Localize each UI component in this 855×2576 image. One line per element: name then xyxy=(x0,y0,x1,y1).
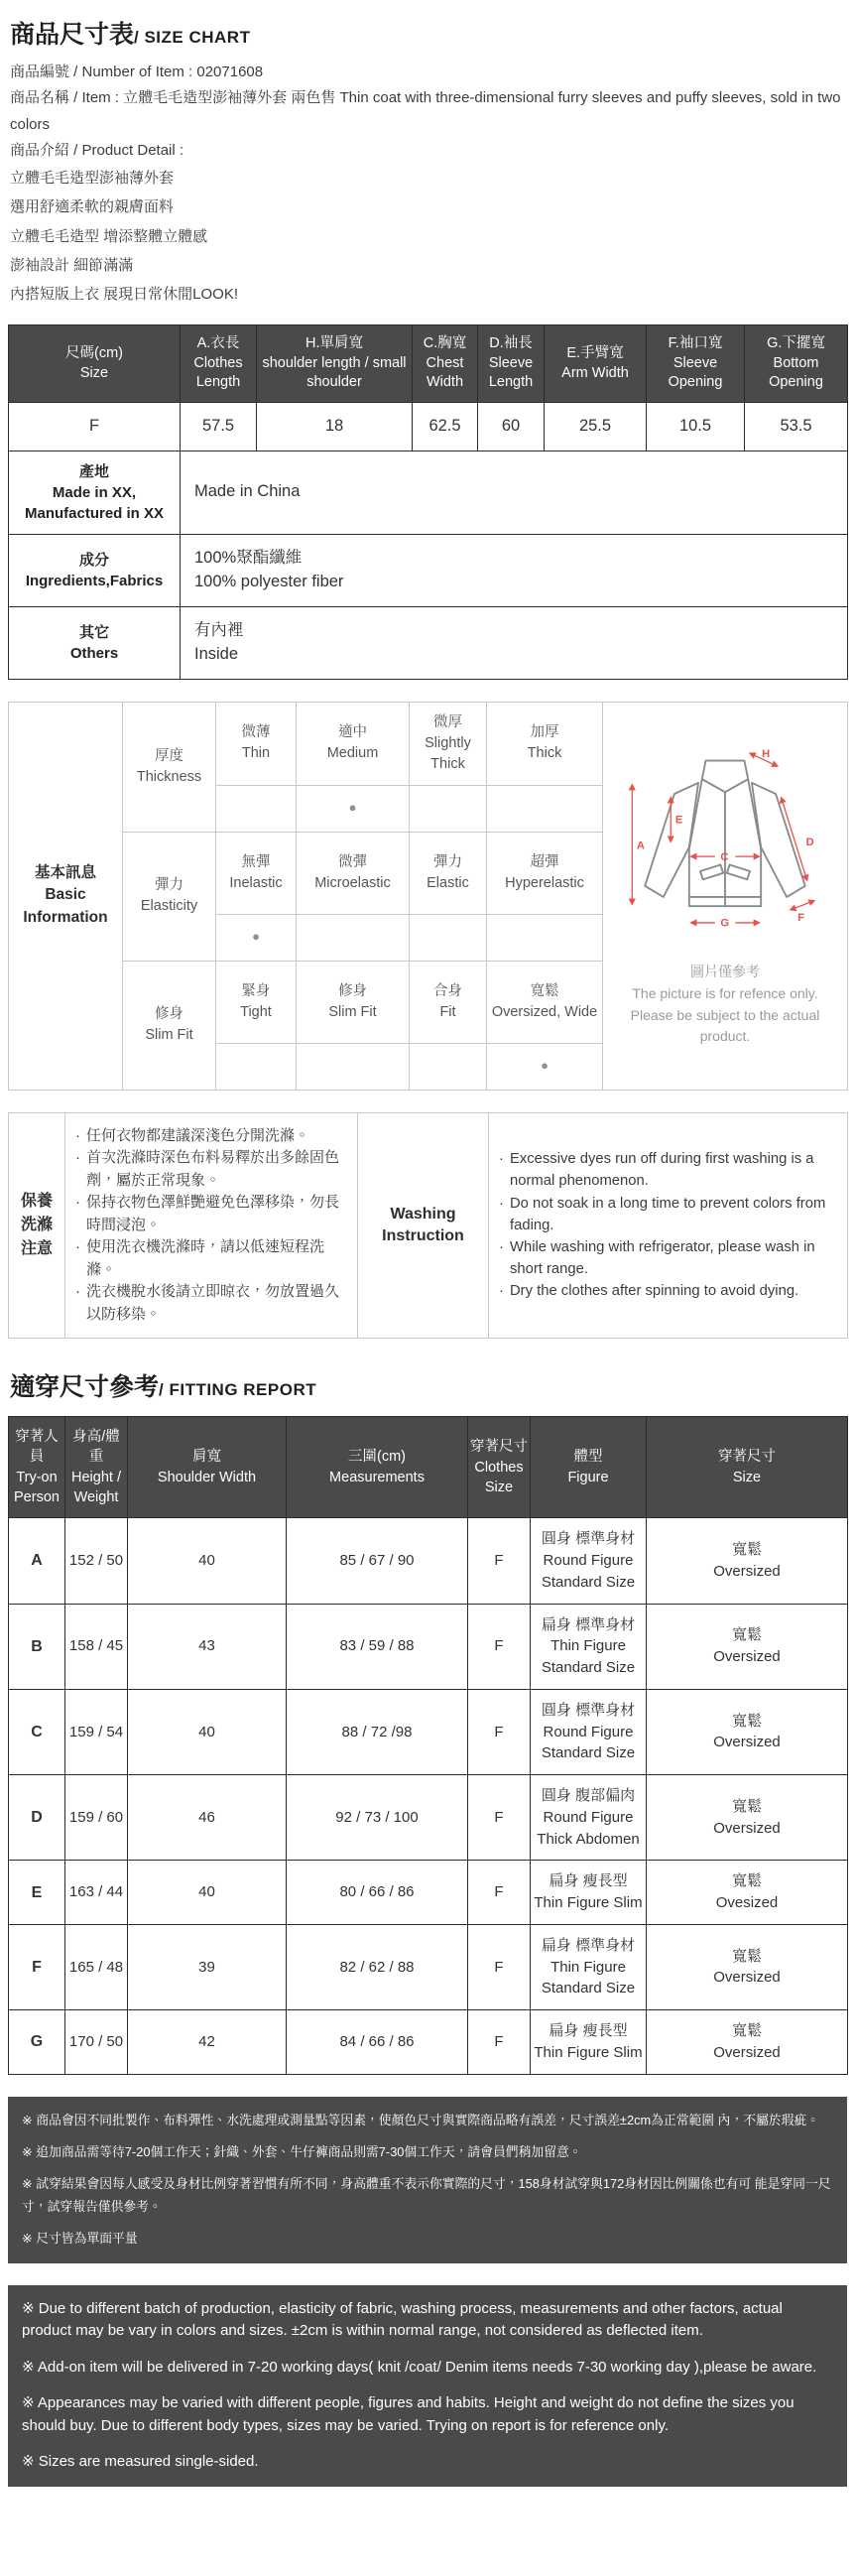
fitting-row: C 159 / 54 40 88 / 72 /98 F 圓身 標準身材 Round Figure Standard Size 寬鬆 Oversized xyxy=(9,1689,848,1774)
others-label: 其它 Others xyxy=(9,606,181,679)
origin-value: Made in China xyxy=(181,451,848,534)
fit-option: 緊身 Tight xyxy=(216,961,297,1043)
selected-dot-cell xyxy=(410,914,487,961)
fit-option: 寬鬆 Oversized, Wide xyxy=(487,961,603,1043)
dim-label-c: C xyxy=(720,851,729,864)
elasticity-option: 超彈 Hyperelastic xyxy=(487,832,603,914)
selected-dot-cell xyxy=(297,1043,410,1090)
selected-dot-cell: ● xyxy=(216,914,297,961)
size-table-header-cell: H.單肩寬 shoulder length / small shoulder xyxy=(257,325,413,403)
size-value: 62.5 xyxy=(413,402,478,451)
thickness-option: 適中 Medium xyxy=(297,702,410,785)
fitting-title xyxy=(10,1372,847,1402)
washing-label: 保養洗滌注意 xyxy=(9,1112,65,1339)
washing-item: · Do not soak in a long time to prevent colors from fading. xyxy=(497,1193,837,1236)
page-title xyxy=(10,20,847,50)
others-value: 有內裡 Inside xyxy=(181,606,848,679)
product-detail-line: 內搭短版上衣 展現日常休閒LOOK! xyxy=(10,286,239,303)
fitting-header-row xyxy=(9,1417,848,1518)
note-line: ※ Appearances may be varied with different people, figures and habits. Height and weight do not define the sizes you should buy. Due to different body types, sizes may be varied. Trying on report is for reference only. xyxy=(22,2394,794,2434)
selected-dot-cell xyxy=(487,914,603,961)
page-title-en: / SIZE CHART xyxy=(134,28,251,47)
thickness-option: 微厚 Slightly Thick xyxy=(410,702,487,785)
size-table-value-row xyxy=(9,402,848,451)
selected-dot-cell: ● xyxy=(297,785,410,832)
product-detail-line: 立體毛毛造型 增添整體立體感 xyxy=(10,227,208,245)
size-table-header-cell: A.衣長 Clothes Length xyxy=(181,325,257,403)
size-value: 25.5 xyxy=(545,402,647,451)
size-table xyxy=(8,324,848,679)
fitting-row: G 170 / 50 42 84 / 66 / 86 F 扁身 瘦長型 Thin Figure Slim 寬鬆 Oversized xyxy=(9,2010,848,2075)
size-table-header-row xyxy=(9,325,848,403)
note-line: ※ 追加商品需等待7-20個工作天；針織、外套、牛仔褲商品則需7-30個工作天，請會員們稍加留意。 xyxy=(22,2144,582,2159)
washing-list-en xyxy=(489,1112,848,1339)
fitting-header-cell: 身高/體重 Height / Weight xyxy=(65,1417,128,1518)
fitting-header-cell: 體型 Figure xyxy=(531,1417,647,1518)
dim-label-h: H xyxy=(762,748,771,761)
selected-dot-cell xyxy=(410,785,487,832)
notes-block-en xyxy=(8,2285,847,2487)
size-value: 53.5 xyxy=(745,402,848,451)
fitting-table xyxy=(8,1416,848,2074)
note-line: ※ Add-on item will be delivered in 7-20 working days( knit /coat/ Denim items needs 7-30 working day ),please be aware. xyxy=(22,2358,817,2376)
fitting-header-cell: 肩寬 Shoulder Width xyxy=(128,1417,287,1518)
fabric-value: 100%聚酯纖維 100% polyester fiber xyxy=(181,534,848,606)
selected-dot-cell: ● xyxy=(487,1043,603,1090)
product-detail-label: 商品介紹 / Product Detail : xyxy=(10,141,184,159)
fitting-title-zh: 適穿尺寸參考 xyxy=(10,1373,160,1402)
item-number-line: 商品編號 / Number of Item : 02071608 xyxy=(10,64,264,80)
washing-item: · 任何衣物都建議深淺色分開洗滌。 xyxy=(73,1125,347,1148)
size-value: 60 xyxy=(478,402,545,451)
dim-label-d: D xyxy=(805,837,814,849)
elasticity-option: 微彈 Microelastic xyxy=(297,832,410,914)
selected-dot-cell xyxy=(410,1043,487,1090)
size-value: 57.5 xyxy=(181,402,257,451)
size-table-header-cell: 尺碼(cm) Size xyxy=(9,325,181,403)
size-table-header-cell: F.袖口寬 Sleeve Opening xyxy=(647,325,745,403)
dim-label-f: F xyxy=(797,912,805,925)
product-detail-line: 選用舒適柔軟的親膚面料 xyxy=(10,198,175,216)
fitting-header-cell: 穿著尺寸 Size xyxy=(647,1417,848,1518)
washing-item: · While washing with refrigerator, please wash in short range. xyxy=(497,1236,837,1280)
size-table-header-cell: G.下擺寬 Bottom Opening xyxy=(745,325,848,403)
measure-diagram-cell xyxy=(603,702,848,1090)
note-line: ※ 尺寸皆為單面平量 xyxy=(22,2231,138,2247)
washing-item: · 保持衣物色澤鮮艷避免色澤移染，勿長時間浸泡。 xyxy=(73,1192,347,1236)
note-line: ※ 試穿結果會因每人感受及身材比例穿著習慣有所不同，身高體重不表示你實際的尺寸，158身材試穿與172身材因比例關係也有可 能是穿同一尺寸，試穿報告僅供參考。 xyxy=(22,2176,831,2214)
elasticity-option: 彈力 Elastic xyxy=(410,832,487,914)
note-line: ※ Due to different batch of production, elasticity of fabric, washing process, measurements and other factors, actual product may be vary in colors and sizes. ±2cm is within normal range, not considered as deflected item. xyxy=(22,2299,783,2340)
basic-info-table xyxy=(8,702,848,1091)
fitting-row: A 152 / 50 40 85 / 67 / 90 F 圓身 標準身材 Round Figure Standard Size 寬鬆 Oversized xyxy=(9,1518,848,1604)
page-title-zh: 商品尺寸表 xyxy=(10,21,135,49)
size-table-header-cell: C.胸寬 Chest Width xyxy=(413,325,478,403)
selected-dot-cell xyxy=(487,785,603,832)
size-value: 10.5 xyxy=(647,402,745,451)
fit-label: 修身 Slim Fit xyxy=(123,961,216,1090)
fabric-label: 成分 Ingredients,Fabrics xyxy=(9,534,181,606)
fit-option: 修身 Slim Fit xyxy=(297,961,410,1043)
origin-row xyxy=(9,451,848,534)
washing-item: · 洗衣機脫水後請立即晾衣，勿放置過久以防移染。 xyxy=(73,1281,347,1326)
fitting-header-cell: 穿著尺寸 Clothes Size xyxy=(468,1417,531,1518)
fit-option: 合身 Fit xyxy=(410,961,487,1043)
notes-block-zh xyxy=(8,2097,847,2263)
washing-item: · Dry the clothes after spinning to avoid dying. xyxy=(497,1280,837,1302)
diagram-caption: 圖片僅參考 The picture is for refence only. Please be subject to the actual product. xyxy=(630,964,820,1045)
selected-dot-cell xyxy=(216,785,297,832)
size-label: F xyxy=(9,402,181,451)
washing-list-zh xyxy=(65,1112,358,1339)
size-value: 18 xyxy=(257,402,413,451)
fitting-row: B 158 / 45 43 83 / 59 / 88 F 扁身 標準身材 Thin Figure Standard Size 寬鬆 Oversized xyxy=(9,1604,848,1689)
fitting-row: F 165 / 48 39 82 / 62 / 88 F 扁身 標準身材 Thin Figure Standard Size 寬鬆 Oversized xyxy=(9,1924,848,2009)
washing-table xyxy=(8,1112,848,1340)
note-line: ※ 商品會因不同批製作、布料彈性、水洗處理或測量點等因素，使顏色尺寸與實際商品略有誤差，尺寸誤差±2cm為正常範圍 內，不屬於瑕疵。 xyxy=(22,2112,820,2127)
selected-dot-cell xyxy=(297,914,410,961)
washing-instruction-label: Washing Instruction xyxy=(358,1112,489,1339)
fitting-title-en: / FITTING REPORT xyxy=(159,1380,317,1400)
dim-label-g: G xyxy=(720,917,730,930)
elasticity-label: 彈力 Elasticity xyxy=(123,832,216,961)
product-detail-line: 澎袖設計 細節滿滿 xyxy=(10,256,134,274)
others-row xyxy=(9,606,848,679)
fitting-row: D 159 / 60 46 92 / 73 / 100 F 圓身 腹部偏肉 Round Figure Thick Abdomen 寬鬆 Oversized xyxy=(9,1775,848,1861)
fitting-header-cell: 穿著人員 Try-on Person xyxy=(9,1417,65,1518)
washing-item: · Excessive dyes run off during first washing is a normal phenomenon. xyxy=(497,1148,837,1192)
washing-item: · 首次洗滌時深色布料易釋於出多餘固色劑，屬於正常現象。 xyxy=(73,1147,347,1192)
thickness-option: 微薄 Thin xyxy=(216,702,297,785)
product-detail-line: 立體毛毛造型澎袖薄外套 xyxy=(10,170,175,187)
fitting-row: E 163 / 44 40 80 / 66 / 86 F 扁身 瘦長型 Thin Figure Slim 寬鬆 Ovesized xyxy=(9,1861,848,1925)
elasticity-option: 無彈 Inelastic xyxy=(216,832,297,914)
size-table-header-cell: D.袖長 Sleeve Length xyxy=(478,325,545,403)
size-table-header-cell: E.手臂寬 Arm Width xyxy=(545,325,647,403)
fabric-row xyxy=(9,534,848,606)
item-name-line: 商品名稱 / Item : 立體毛毛造型澎袖薄外套 兩色售 Thin coat with three-dimensional furry sleeves and puffy sleeves, sold in two colors xyxy=(10,89,841,133)
dim-label-a: A xyxy=(636,839,645,852)
thickness-label: 厚度 Thickness xyxy=(123,702,216,832)
fitting-header-cell: 三圍(cm) Measurements xyxy=(287,1417,468,1518)
basic-info-section-label: 基本訊息 Basic Information xyxy=(9,702,123,1090)
selected-dot-cell xyxy=(216,1043,297,1090)
jacket-diagram xyxy=(610,743,840,947)
dim-label-e: E xyxy=(674,814,683,827)
origin-label: 產地 Made in XX, Manufactured in XX xyxy=(9,451,181,534)
washing-item: · 使用洗衣機洗滌時，請以低速短程洗滌。 xyxy=(73,1236,347,1281)
thickness-option: 加厚 Thick xyxy=(487,702,603,785)
note-line: ※ Sizes are measured single-sided. xyxy=(22,2453,259,2471)
